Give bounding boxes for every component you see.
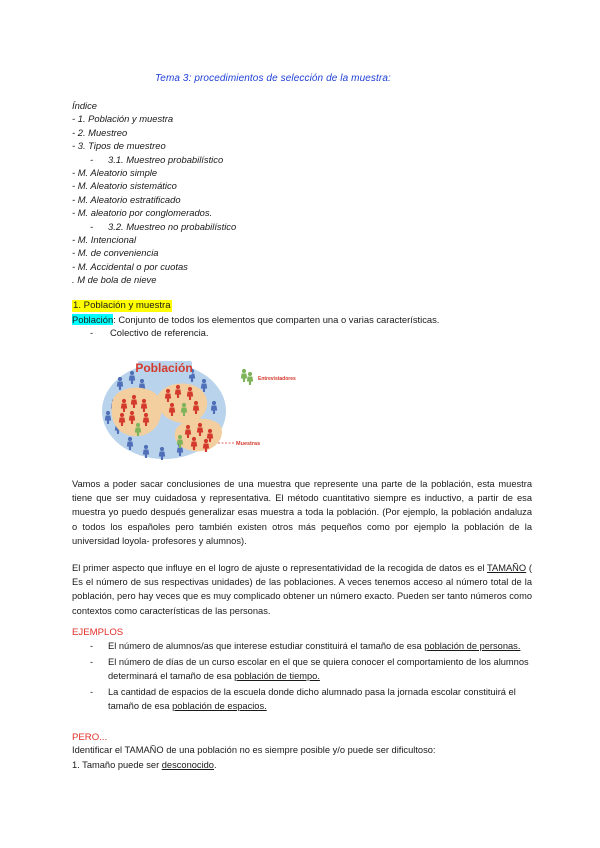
list-item: - El número de alumnos/as que interese estudiar constituirá el tamaño de esa población de personas.: [90, 641, 521, 651]
paragraph: 1. Tamaño puede ser desconocido.: [72, 760, 217, 770]
toc-item: - M. Aleatorio simple: [72, 167, 158, 179]
definition-line: Población: Conjunto de todos los elementos que comparten una o varias características.: [72, 314, 440, 325]
toc-item: - 1. Población y muestra: [72, 113, 174, 125]
paragraph: El primer aspecto que influye en el logro de ajuste o representatividad de la recogida de datos es el TAMAÑO ( Es el número de sus respectivas unidades) de las poblaciones. A veces tenemos acceso al número total de la población, pero hay veces que es muy complicado obtener un número exacto. Pueden ser tanto números como contextos como características de las personas.: [72, 563, 532, 616]
figure-label-entrevistadores: Entrevistadores: [258, 376, 296, 382]
toc-item: - M. Intencional: [72, 234, 137, 246]
term-highlight: Población: [72, 314, 114, 325]
toc-item: - 2. Muestreo: [72, 126, 128, 138]
bullet-item: - Colectivo de referencia.: [90, 327, 209, 338]
population-sample-figure: [100, 355, 340, 465]
document-title: Tema 3: procedimientos de selección de la muestra:: [155, 73, 391, 84]
toc-item: - M. Aleatorio sistemático: [72, 180, 177, 192]
figure-label-muestras: Muestras: [236, 441, 261, 447]
pero-heading: PERO...: [72, 732, 108, 743]
interviewer-person: [241, 369, 247, 382]
toc-item: - M. Aleatorio estratificado: [72, 193, 181, 205]
toc-item: - 3. Tipos de muestreo: [72, 140, 166, 152]
toc-subitem: - 3.1. Muestreo probabilístico: [90, 153, 224, 165]
toc-item: - M. de conveniencia: [72, 247, 159, 259]
toc-item: - M. aleatorio por conglomerados.: [72, 207, 213, 219]
list-item: - El número de días de un curso escolar en el que se quiera conocer el comportamiento de los alumnos determinará el tamaño de esa población de tiempo.: [90, 657, 529, 681]
toc-subitem: - 3.2. Muestreo no probabilístico: [90, 220, 237, 232]
toc-heading: Índice: [72, 100, 98, 111]
figure-label-poblacion: Población: [135, 361, 193, 375]
toc-item: . M de bola de nieve: [72, 274, 157, 286]
table-of-contents: [72, 99, 236, 287]
list-item: - La cantidad de espacios de la escuela donde dicho alumnado pasa la jornada escolar constituirá el tamaño de esa población de espacios.: [90, 687, 516, 711]
interviewer-person: [247, 372, 253, 385]
paragraph: Vamos a poder sacar conclusiones de una muestra que represente una parte de la población, esta muestra tiene que ser muy cuidadosa y representativa. El método cuantitativo siempre es inductivo, a partir de esa muestra yo puedo después generalizar esas muestra a toda la población. (Por ejemplo, la población andaluza o todos los españoles pero también existen otros más pequeños como por ejemplo la población de la universidad loyola- profesores y alumnos).: [72, 479, 532, 546]
examples-list: [90, 640, 530, 716]
section-heading: 1. Población y muestra: [73, 300, 171, 311]
toc-item: - M. Accidental o por cuotas: [72, 260, 188, 272]
examples-heading: EJEMPLOS: [72, 627, 124, 638]
paragraph: Identificar el TAMAÑO de una población no es siempre posible y/o puede ser dificultoso:: [72, 745, 436, 755]
